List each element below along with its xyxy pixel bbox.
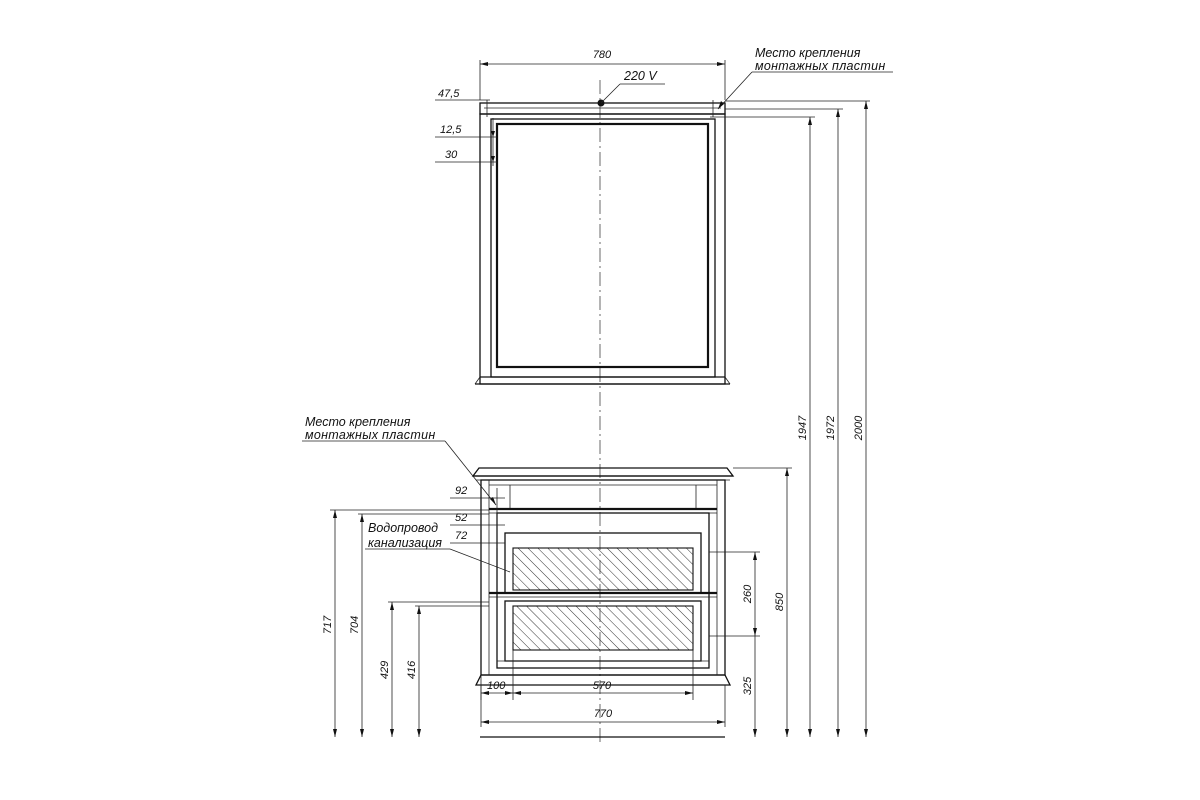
left-offset-dims: [435, 88, 497, 166]
mirror-frame: [480, 114, 725, 384]
dim-717: 717: [322, 615, 334, 635]
top-mount-note: [718, 46, 893, 109]
dim-770: 770: [593, 708, 613, 720]
dim-325: 325: [742, 676, 754, 696]
dim-2000: 2000: [853, 415, 865, 441]
vanity-elevation: [473, 468, 733, 685]
dim-mirror-width-label: 780: [592, 49, 612, 61]
dim-30: 30: [445, 149, 458, 161]
water-note: [365, 521, 510, 572]
dim-416: 416: [406, 660, 418, 680]
dim-850: 850: [774, 592, 786, 612]
dim-52: 52: [455, 512, 468, 524]
bottom-mount-sub: монтажных пластин: [305, 428, 436, 442]
vanity-small-dims: [450, 485, 505, 548]
dim-47-5: 47,5: [438, 88, 460, 100]
top-mount-title: Место крепления: [755, 46, 861, 60]
water-title: Водопровод: [368, 521, 439, 535]
dim-12-5: 12,5: [440, 124, 462, 136]
vanity-right-heights: [709, 468, 792, 737]
dim-429: 429: [379, 660, 391, 680]
bottom-mount-title: Место крепления: [305, 415, 411, 429]
mirror-frame-inner: [491, 119, 715, 377]
upper-drawer-front: [513, 548, 693, 590]
dim-704: 704: [349, 615, 361, 635]
height-dims: [710, 101, 870, 737]
dim-92: 92: [455, 485, 468, 497]
dim-570: 570: [592, 680, 612, 692]
lower-drawer-front: [513, 606, 693, 650]
dim-72: 72: [455, 530, 468, 542]
dim-260: 260: [742, 584, 754, 604]
top-mount-sub: монтажных пластин: [755, 59, 886, 73]
dim-mirror-width: [480, 49, 725, 100]
water-sub: канализация: [368, 536, 442, 550]
dim-1947: 1947: [797, 415, 809, 441]
dim-1972: 1972: [825, 415, 837, 441]
mirror-elevation: [475, 100, 730, 385]
mirror-glass: [497, 124, 708, 367]
power-note: [601, 69, 665, 103]
dim-100: 100: [487, 680, 506, 692]
power-label: 220 V: [624, 69, 657, 83]
